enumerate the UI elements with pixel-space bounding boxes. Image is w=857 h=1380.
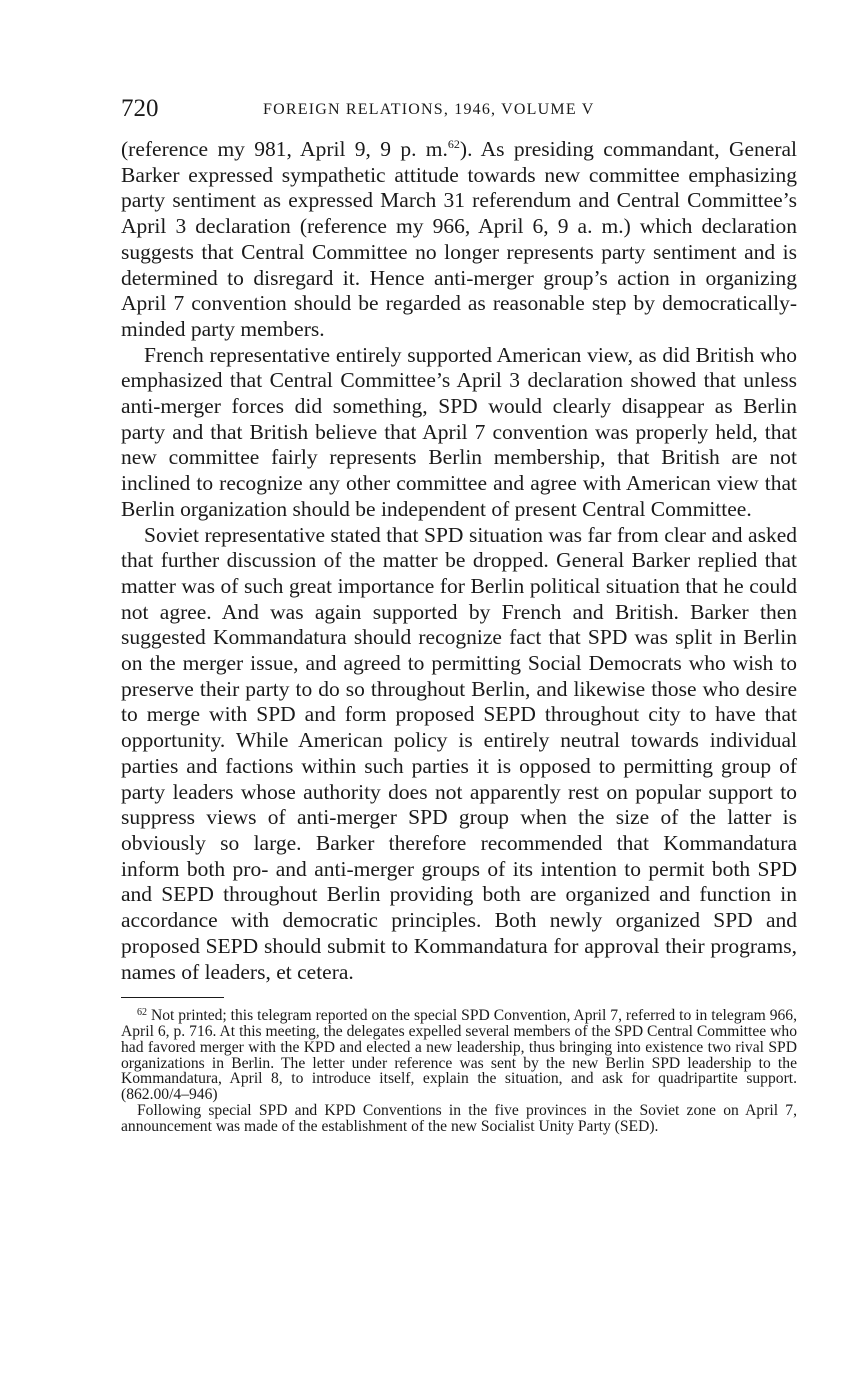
document-page xyxy=(121,92,797,1135)
footnote-62-text: Not printed; this telegram reported on the special SPD Convention, April 7, referred to in telegram 966, April 6, p. 716. At this meeting, the delegates expelled several members of the SPD Central Committee who had favored merger with the KPD and elected a new leadership, thus bringing into existence two rival SPD organizations in Berlin. The letter under reference was sent by the new Berlin SPD leadership to the Kommandatura, April 8, to introduce itself, explain the situation, and ask for quadripartite support. (862.00/4–946) xyxy=(121,1007,798,1104)
running-head xyxy=(121,92,797,128)
paragraph-1 xyxy=(121,137,797,343)
footnote-62-continuation: Following special SPD and KPD Conventions in the five provinces in the Soviet zone on April 7, announcement was made of the establishment of the new Socialist Unity Party (SED). xyxy=(121,1101,797,1135)
paragraph-1-text-after: ). As presiding commandant, General Barker expressed sympathetic attitude towards new committee emphasizing party sentiment as expressed March 31 referendum and Central Committee’s April 3 declaration (reference my 966, April 6, 9 a. m.) which declaration suggests that Central Committee no longer represents party sentiment and is determined to disregard it. Hence anti-merger group’s action in organizing April 7 convention should be regarded as reasonable step by democratically-minded party members. xyxy=(121,137,797,341)
footnote-reference-62[interactable]: 62 xyxy=(447,137,460,151)
footnote-62 xyxy=(121,1008,797,1103)
running-title: FOREIGN RELATIONS, 1946, VOLUME V xyxy=(263,101,595,118)
paragraph-1-text-before: (reference my 981, April 9, 9 p. m. xyxy=(121,137,448,161)
footnote-62-mark: 62 xyxy=(137,1007,147,1019)
footnote-divider xyxy=(121,997,224,998)
body-text xyxy=(121,137,797,985)
paragraph-3: Soviet representative stated that SPD situation was far from clear and asked that further discussion of the matter be dropped. General Barker replied that matter was of such great importance for Berlin political situation that he could not agree. And was again supported by French and British. Barker then suggested Kommandatura should recognize fact that SPD was split in Berlin on the merger issue, and agreed to permitting Social Democrats who wish to preserve their party to do so throughout Berlin, and likewise those who desire to merge with SPD and form proposed SEPD throughout city to have that opportunity. While American policy is entirely neutral towards individual parties and factions within such parties it is opposed to permitting group of party leaders whose authority does not apparently rest on popular support to suppress views of anti-merger SPD group when the size of the latter is obviously so large. Barker therefore recommended that Kommandatura inform both pro- and anti-merger groups of its intention to permit both SPD and SEPD throughout Berlin providing both are organized and function in accordance with democratic principles. Both newly organized SPD and proposed SEPD should submit to Kommandatura for approval their programs, names of leaders, et cetera. xyxy=(121,522,797,984)
footnotes xyxy=(121,1008,797,1134)
paragraph-2: French representative entirely supported American view, as did British who emphasized that Central Committee’s April 3 declaration showed that unless anti-merger forces did something, SPD would clearly disappear as Berlin party and that British believe that April 7 convention was properly held, that new committee fairly represents Berlin membership, that British are not inclined to recognize any other committee and agree with American view that Berlin organization should be independent of present Central Committee. xyxy=(121,342,797,521)
page-number: 720 xyxy=(121,95,159,122)
